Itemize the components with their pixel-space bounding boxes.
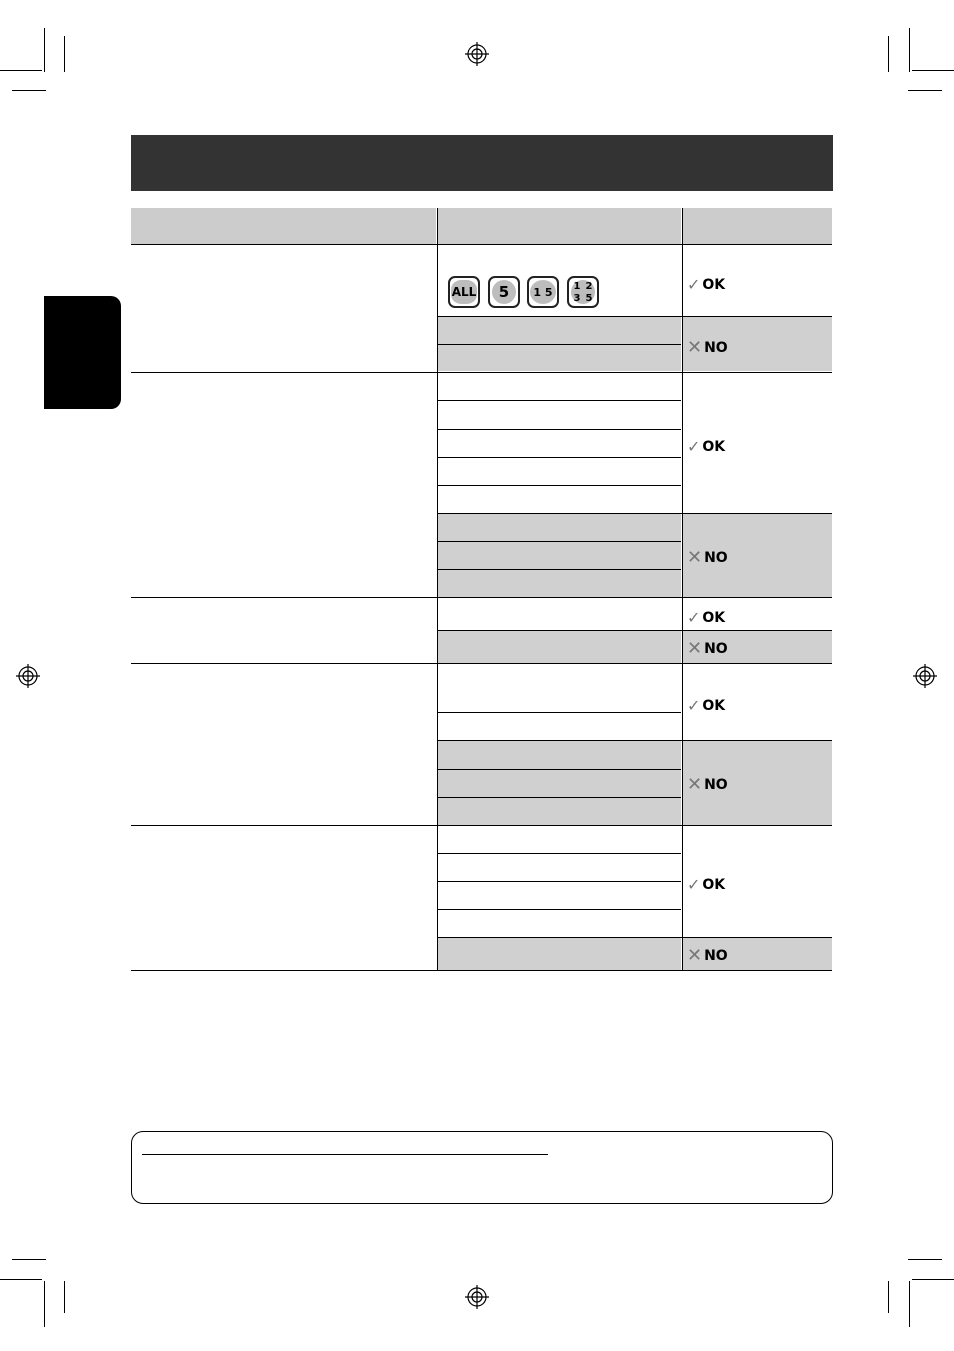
- crop-mark: [888, 36, 889, 72]
- note-box: [131, 1131, 833, 1204]
- region-multi-icon: [567, 276, 599, 308]
- no-label: NO: [704, 947, 728, 964]
- crop-mark: [44, 28, 45, 72]
- crosshair-registration-icon: [465, 1285, 489, 1309]
- crop-mark: [0, 70, 42, 71]
- no-status: [687, 337, 728, 358]
- no-label: NO: [704, 776, 728, 793]
- column-divider: [682, 208, 683, 970]
- row-rule: [438, 344, 681, 345]
- ok-status: [687, 696, 725, 715]
- column-divider: [437, 208, 438, 970]
- crop-mark: [912, 70, 954, 71]
- crosshair-registration-icon: [16, 664, 40, 688]
- cross-mark-icon: ✕: [687, 547, 703, 568]
- row-rule: [438, 769, 681, 770]
- row-rule: [438, 881, 681, 882]
- crosshair-registration-icon: [913, 664, 937, 688]
- ok-status: [687, 608, 725, 627]
- row-rule: [438, 316, 832, 317]
- region-1-5-icon: [527, 276, 559, 308]
- unsupported-cell: [438, 938, 681, 970]
- region-1-5-label: 1 5: [530, 280, 556, 304]
- ok-label: OK: [702, 276, 726, 293]
- no-label: NO: [704, 549, 728, 566]
- row-rule: [438, 400, 681, 401]
- check-mark-icon: ✓: [687, 608, 701, 627]
- crop-mark: [0, 1279, 42, 1280]
- no-status: [687, 774, 728, 795]
- row-rule: [438, 937, 832, 938]
- no-label: NO: [704, 339, 728, 356]
- row-rule: [438, 909, 681, 910]
- crop-mark: [909, 28, 910, 72]
- row-rule: [438, 630, 832, 631]
- unsupported-cell: [438, 741, 681, 825]
- table-header-cell: [438, 208, 681, 244]
- no-status: [687, 547, 728, 568]
- check-mark-icon: ✓: [687, 696, 701, 715]
- note-rule: [142, 1154, 548, 1155]
- region-multi-label: 3: [573, 292, 581, 304]
- check-mark-icon: ✓: [687, 275, 701, 294]
- row-rule: [438, 457, 681, 458]
- unsupported-cell: [438, 514, 681, 597]
- row-rule: [438, 797, 681, 798]
- no-status: [687, 945, 728, 966]
- ok-label: OK: [702, 876, 726, 893]
- region-5-icon: [488, 276, 520, 308]
- ok-status: [687, 437, 725, 456]
- check-mark-icon: ✓: [687, 437, 701, 456]
- row-rule: [438, 429, 681, 430]
- no-label: NO: [704, 640, 728, 657]
- row-rule: [438, 513, 832, 514]
- ok-status: [687, 875, 725, 894]
- ok-label: OK: [702, 609, 726, 626]
- table-header-cell: [131, 208, 436, 244]
- crop-mark: [908, 1259, 942, 1260]
- row-rule: [438, 569, 681, 570]
- cross-mark-icon: ✕: [687, 337, 703, 358]
- ok-status: [687, 275, 725, 294]
- row-rule: [438, 853, 681, 854]
- crop-mark: [12, 90, 46, 91]
- ok-label: OK: [702, 438, 726, 455]
- crop-mark: [12, 1259, 46, 1260]
- group-rule: [131, 597, 832, 598]
- region-all-icon: [448, 276, 480, 308]
- page-header-bar: [131, 135, 833, 191]
- cross-mark-icon: ✕: [687, 945, 703, 966]
- crop-mark: [912, 1279, 954, 1280]
- row-rule: [438, 712, 681, 713]
- crop-mark: [888, 1281, 889, 1313]
- check-mark-icon: ✓: [687, 875, 701, 894]
- cross-mark-icon: ✕: [687, 638, 703, 659]
- row-rule: [438, 740, 832, 741]
- table-rule: [131, 244, 832, 245]
- group-rule: [131, 825, 832, 826]
- crosshair-registration-icon: [465, 42, 489, 66]
- table-header-cell: [683, 208, 832, 244]
- row-rule: [438, 485, 681, 486]
- crop-mark: [908, 90, 942, 91]
- crop-mark: [64, 36, 65, 72]
- crop-mark: [64, 1281, 65, 1313]
- cross-mark-icon: ✕: [687, 774, 703, 795]
- unsupported-cell: [438, 631, 681, 663]
- region-5-label: 5: [492, 280, 516, 304]
- group-rule: [131, 372, 832, 373]
- no-status: [687, 638, 728, 659]
- region-all-label: ALL: [451, 280, 477, 304]
- ok-label: OK: [702, 697, 726, 714]
- crop-mark: [44, 1281, 45, 1327]
- region-multi-label: 5: [585, 292, 593, 304]
- region-multi-label: 1: [573, 280, 581, 292]
- region-multi-label: 2: [585, 280, 593, 292]
- language-side-tab: [44, 296, 121, 409]
- crop-mark: [909, 1281, 910, 1327]
- group-rule: [131, 970, 832, 971]
- group-rule: [131, 663, 832, 664]
- row-rule: [438, 541, 681, 542]
